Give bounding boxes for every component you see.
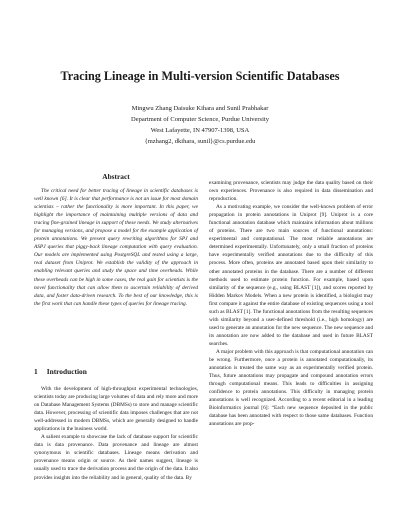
intro-left-column bbox=[34, 385, 198, 482]
author-block bbox=[20, 103, 380, 147]
author-address: West Lafayette, IN 47907-1398, USA bbox=[150, 127, 250, 134]
section-heading bbox=[34, 367, 198, 377]
author-names: Mingwu Zhang Daisuke Kihara and Sunil Prabhakar bbox=[131, 105, 269, 112]
intro-paragraph-1: With the development of high-throughput experimental technologies, scientists today are producing large volumes of data and rely more and more on Database Management Systems (DBMSs) to store and manage scientific data. However, processing of scientific data imposes challenges that are not well-addressed in modern DBMSs, which are generally designed to handle applications in the business world. bbox=[34, 386, 198, 433]
right-paragraph-0: examining provenance, scientists may judge the data quality based on their own experiences. Provenance is also required in data dissemination and reproduction. bbox=[209, 180, 373, 203]
abstract-text: The critical need for better tracing of lineage in scientific databases is well known [6]. It is clear that performance is not an issue for most domain scientists – rather the functionality is more important. In this paper, we highlight the importance of maintaining multiple versions of data and tracing fine-grained lineage in support of these needs. We study alternatives for managing versions, and propose a model for the example application of protein annotations. We present query rewriting algorithms for SPJ and ASPJ queries that piggy-back lineage computation with query evaluation. Our models are implemented using PostgreSQL and tested using a large, real dataset from Uniprot. We establish the validity of the approach in enabling relevant queries and study the space and time overheads. While these overheads can be high in some cases, the real gain for scientists is the novel functionality that can allow them to ascertain reliability of derived data, and foster data-driven research. To the best of our knowledge, this is the first work that can handle these types of queries for lineage tracing. bbox=[34, 188, 198, 307]
abstract-heading: Abstract bbox=[102, 172, 130, 181]
paper-title: Tracing Lineage in Multi-version Scientific Databases bbox=[60, 69, 340, 83]
section-title: Introduction bbox=[46, 367, 87, 376]
intro-paragraph-2: A salient example to showcase the lack of database support for scientific data is data provenance. Data provenance and lineage are almost synonymous in scientific databases. Lineage means derivation and provenance means origin or source. As their names suggest, lineage is usually used to trace the derivation process and the origin of the data. It also provides insights into the reliability and in general, quality of the data. By bbox=[34, 434, 198, 481]
right-column bbox=[209, 179, 373, 428]
section-number: 1 bbox=[34, 367, 38, 376]
right-paragraph-1: As a motivating example, we consider the well-known problem of error propagation in protein annotations in Uniprot [9]. Uniprot is a core functional annotation database which maintains information about millions of proteins. There are two main sources of functional annotations: experimental and computational. The most reliable annotations are determined experimentally. Unfortunately, only a small fraction of proteins have experimentally verified annotations due to the difficulty of this process. More often, proteins are annotated based upon their similarity to other annotated proteins in the database. There are a number of different methods used to estimate protein function. For example, based upon similarity of the sequence (e.g., using BLAST [1]), and scores reported by Hidden Markov Models. When a new protein is identified, a biologist may first compare it against the entire database of existing sequences using a tool such as BLAST [1]. The functional annotations from the resulting sequences with similarity beyond a user-defined threshold (i.e., high homology) are used to generate an annotation for the new sequence. The new sequence and its annotation are now added to the database and used in future BLAST searches. bbox=[209, 204, 373, 347]
right-paragraph-2: A major problem with this approach is that computational annotation can be wrong. Furthermore, once a protein is annotated computationally, its annotation is treated the same way as an experimentally verified protein. Thus, future annotations may propagate and compound annotation errors through computational means. This leads to difficulties in assigning confidence to protein annotations. This difficulty in managing protein annotations is well recognized. According to a recent editorial in a leading Bioinformatics journal [6]: “Each new sequence deposited in the public database has been annotated with respect to those same databases. Function annotations are prop- bbox=[209, 348, 373, 428]
author-affiliation: Department of Computer Science, Purdue University bbox=[131, 116, 269, 123]
author-emails: {mzhang2, dkihara, sunil}@cs.purdue.edu bbox=[144, 138, 256, 145]
